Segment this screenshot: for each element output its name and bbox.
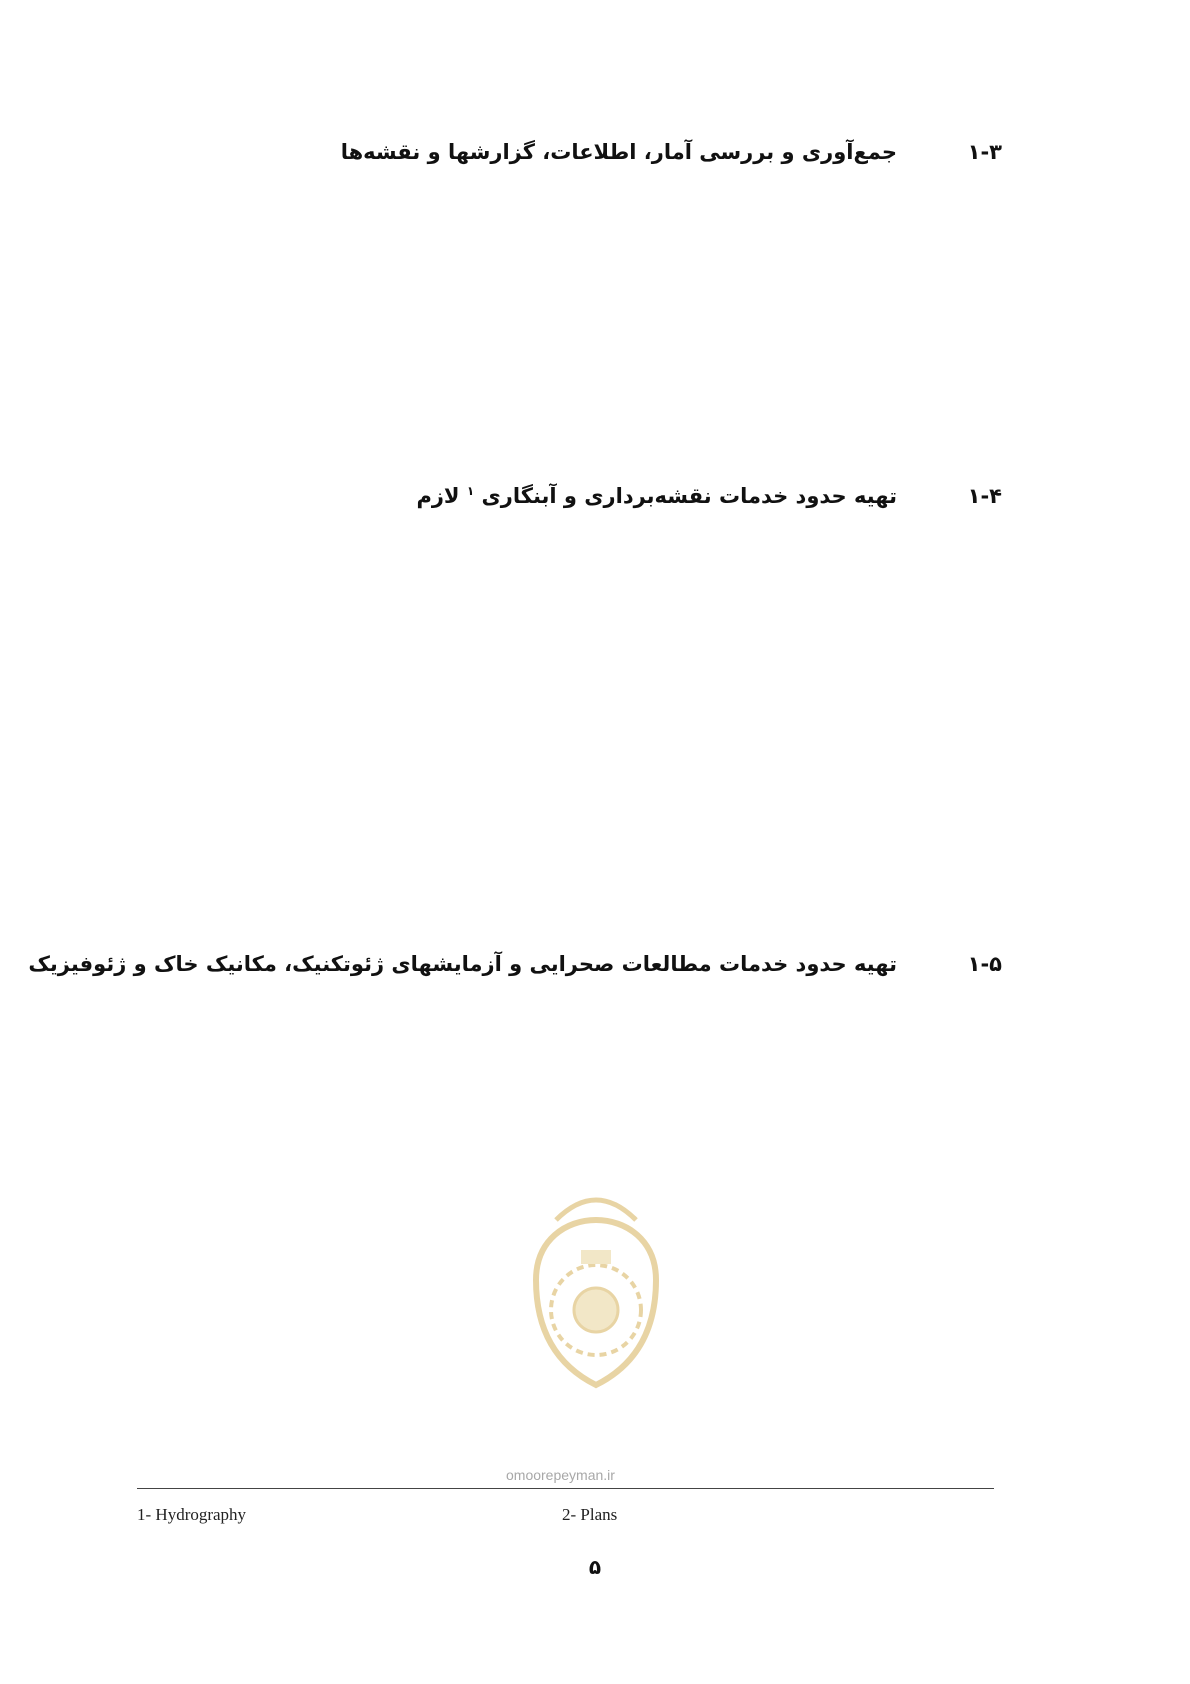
footnote-divider [137, 1488, 994, 1489]
section-title: تهیه حدود خدمات مطالعات صحرایی و آزمایشهای ژئوتکنیک، مکانیک خاک و ژئوفیزیک [28, 952, 897, 976]
watermark-url: omoorepeyman.ir [506, 1467, 615, 1483]
footnote-ref: ۱ [466, 484, 475, 498]
footnote: 2- Plans [562, 1505, 618, 1524]
section-title-text: لازم [416, 484, 460, 508]
watermark-seal-icon [496, 1160, 696, 1410]
section-title: جمع‌آوری و بررسی آمار، اطلاعات، گزارشها و نقشه‌ها [340, 140, 897, 164]
section-title [416, 484, 897, 508]
page-number: ۵ [588, 1555, 602, 1579]
section-number: ۱-۵ [967, 952, 1002, 976]
section-title-text: تهیه حدود خدمات نقشه‌برداری و آبنگاری [481, 484, 897, 508]
section-number: ۱-۴ [967, 484, 1002, 508]
footnote: 1- Hydrography [137, 1505, 247, 1524]
section-number: ۱-۳ [967, 140, 1002, 164]
